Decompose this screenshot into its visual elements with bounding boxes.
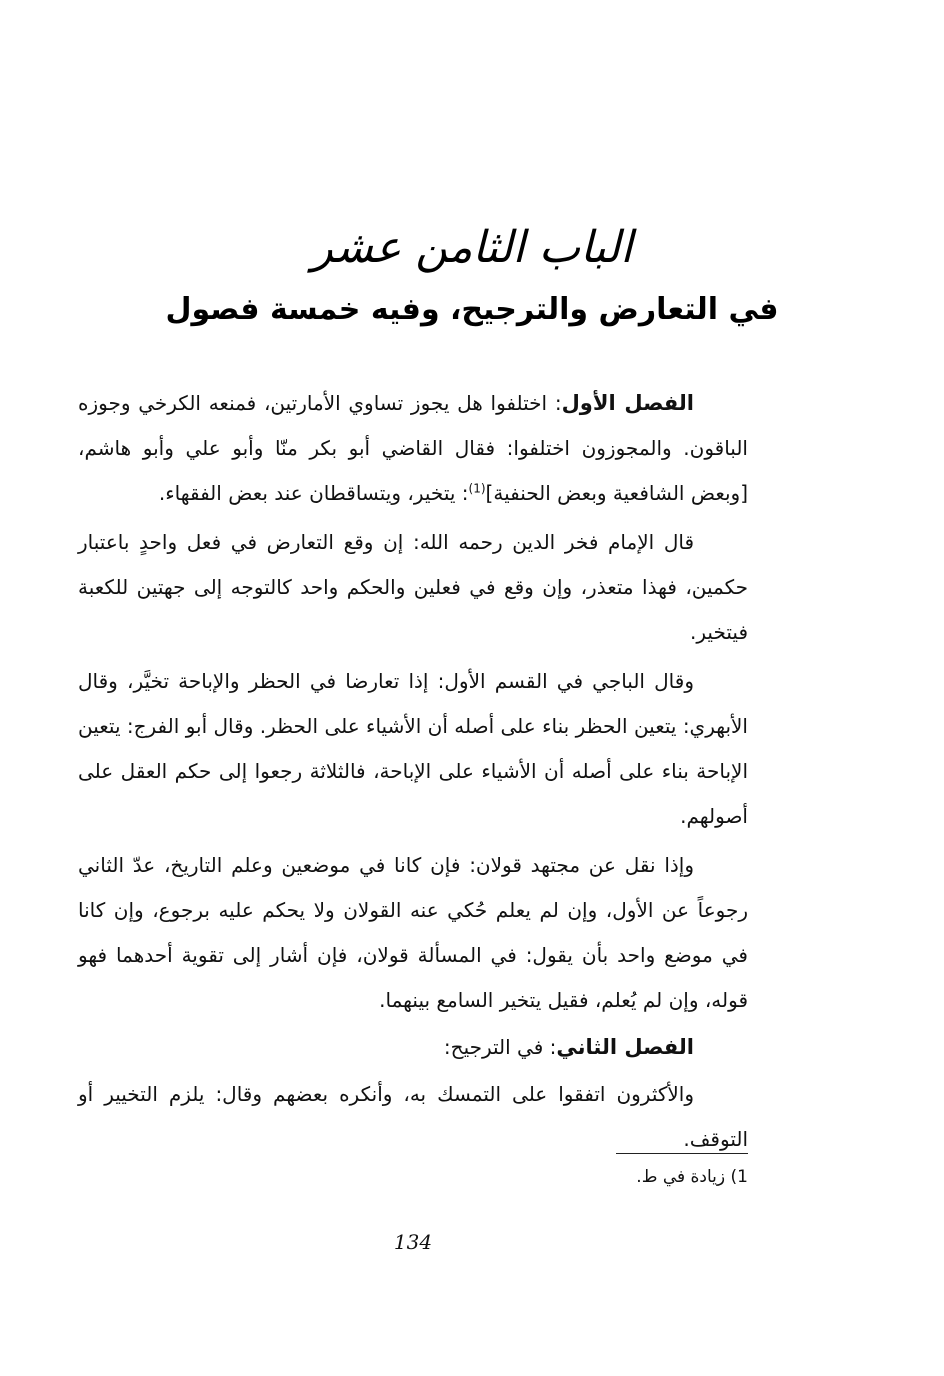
paragraph-section-two xyxy=(78,1025,748,1070)
paragraph-section-one xyxy=(78,381,748,516)
section-label: الفصل الأول xyxy=(561,391,694,415)
section-label: الفصل الثاني xyxy=(556,1035,694,1059)
paragraph-text: : اختلفوا هل يجوز تساوي الأمارتين، فمنعه الكرخي وجوزه الباقون. والمجوزون اختلفوا: فقال القاضي أبو بكر منّا وأبو علي وأبو هاشم، [وبعض الشافعية وبعض الحنفية] xyxy=(78,391,748,505)
chapter-subtitle: في التعارض والترجيح، وفيه خمسة فصول xyxy=(165,292,779,327)
footnote-reference: (1) xyxy=(468,481,486,496)
paragraph-tarjih: والأكثرون اتفقوا على التمسك به، وأنكره بعضهم وقال: يلزم التخيير أو التوقف. xyxy=(78,1082,748,1151)
paragraph-mujtahid: وإذا نقل عن مجتهد قولان: فإن كانا في موضعين وعلم التاريخ، عدّ الثاني رجوعاً عن الأول، وإن لم يعلم حُكي عنه القولان ولا يحكم عليه برجوع، وإن كانا في موضع واحد بأن يقول: في المسألة قولان، فإن أشار إلى تقوية أحدهما فهو قوله، وإن لم يُعلم، فقيل يتخير السامع بينهما. xyxy=(78,853,748,1012)
body-text xyxy=(78,381,748,1162)
footnote: 1) زيادة في ط. xyxy=(636,1167,748,1187)
footnote-divider xyxy=(616,1153,748,1154)
chapter-title: الباب الثامن عشر xyxy=(311,222,633,273)
paragraph-fakhr-al-din: قال الإمام فخر الدين رحمه الله: إن وقع التعارض في فعل واحدٍ باعتبار حكمين، فهذا متعذر، وإن وقع في فعلين والحكم واحد كالتوجه إلى جهتين للكعبة فيتخير. xyxy=(78,530,748,644)
paragraph-text: : في الترجيح: xyxy=(443,1035,557,1059)
page-number: 134 xyxy=(393,1230,433,1254)
paragraph-text-continued: : يتخير، ويتساقطان عند بعض الفقهاء. xyxy=(158,481,469,505)
paragraph-al-baji: وقال الباجي في القسم الأول: إذا تعارضا في الحظر والإباحة تخيَّر، وقال الأبهري: يتعين الحظر بناء على أصله أن الأشياء على الحظر. وقال أبو الفرج: يتعين الإباحة بناء على أصله أن الأشياء على الإباحة، فالثلاثة رجعوا إلى حكم العقل على أصولهم. xyxy=(78,669,748,828)
